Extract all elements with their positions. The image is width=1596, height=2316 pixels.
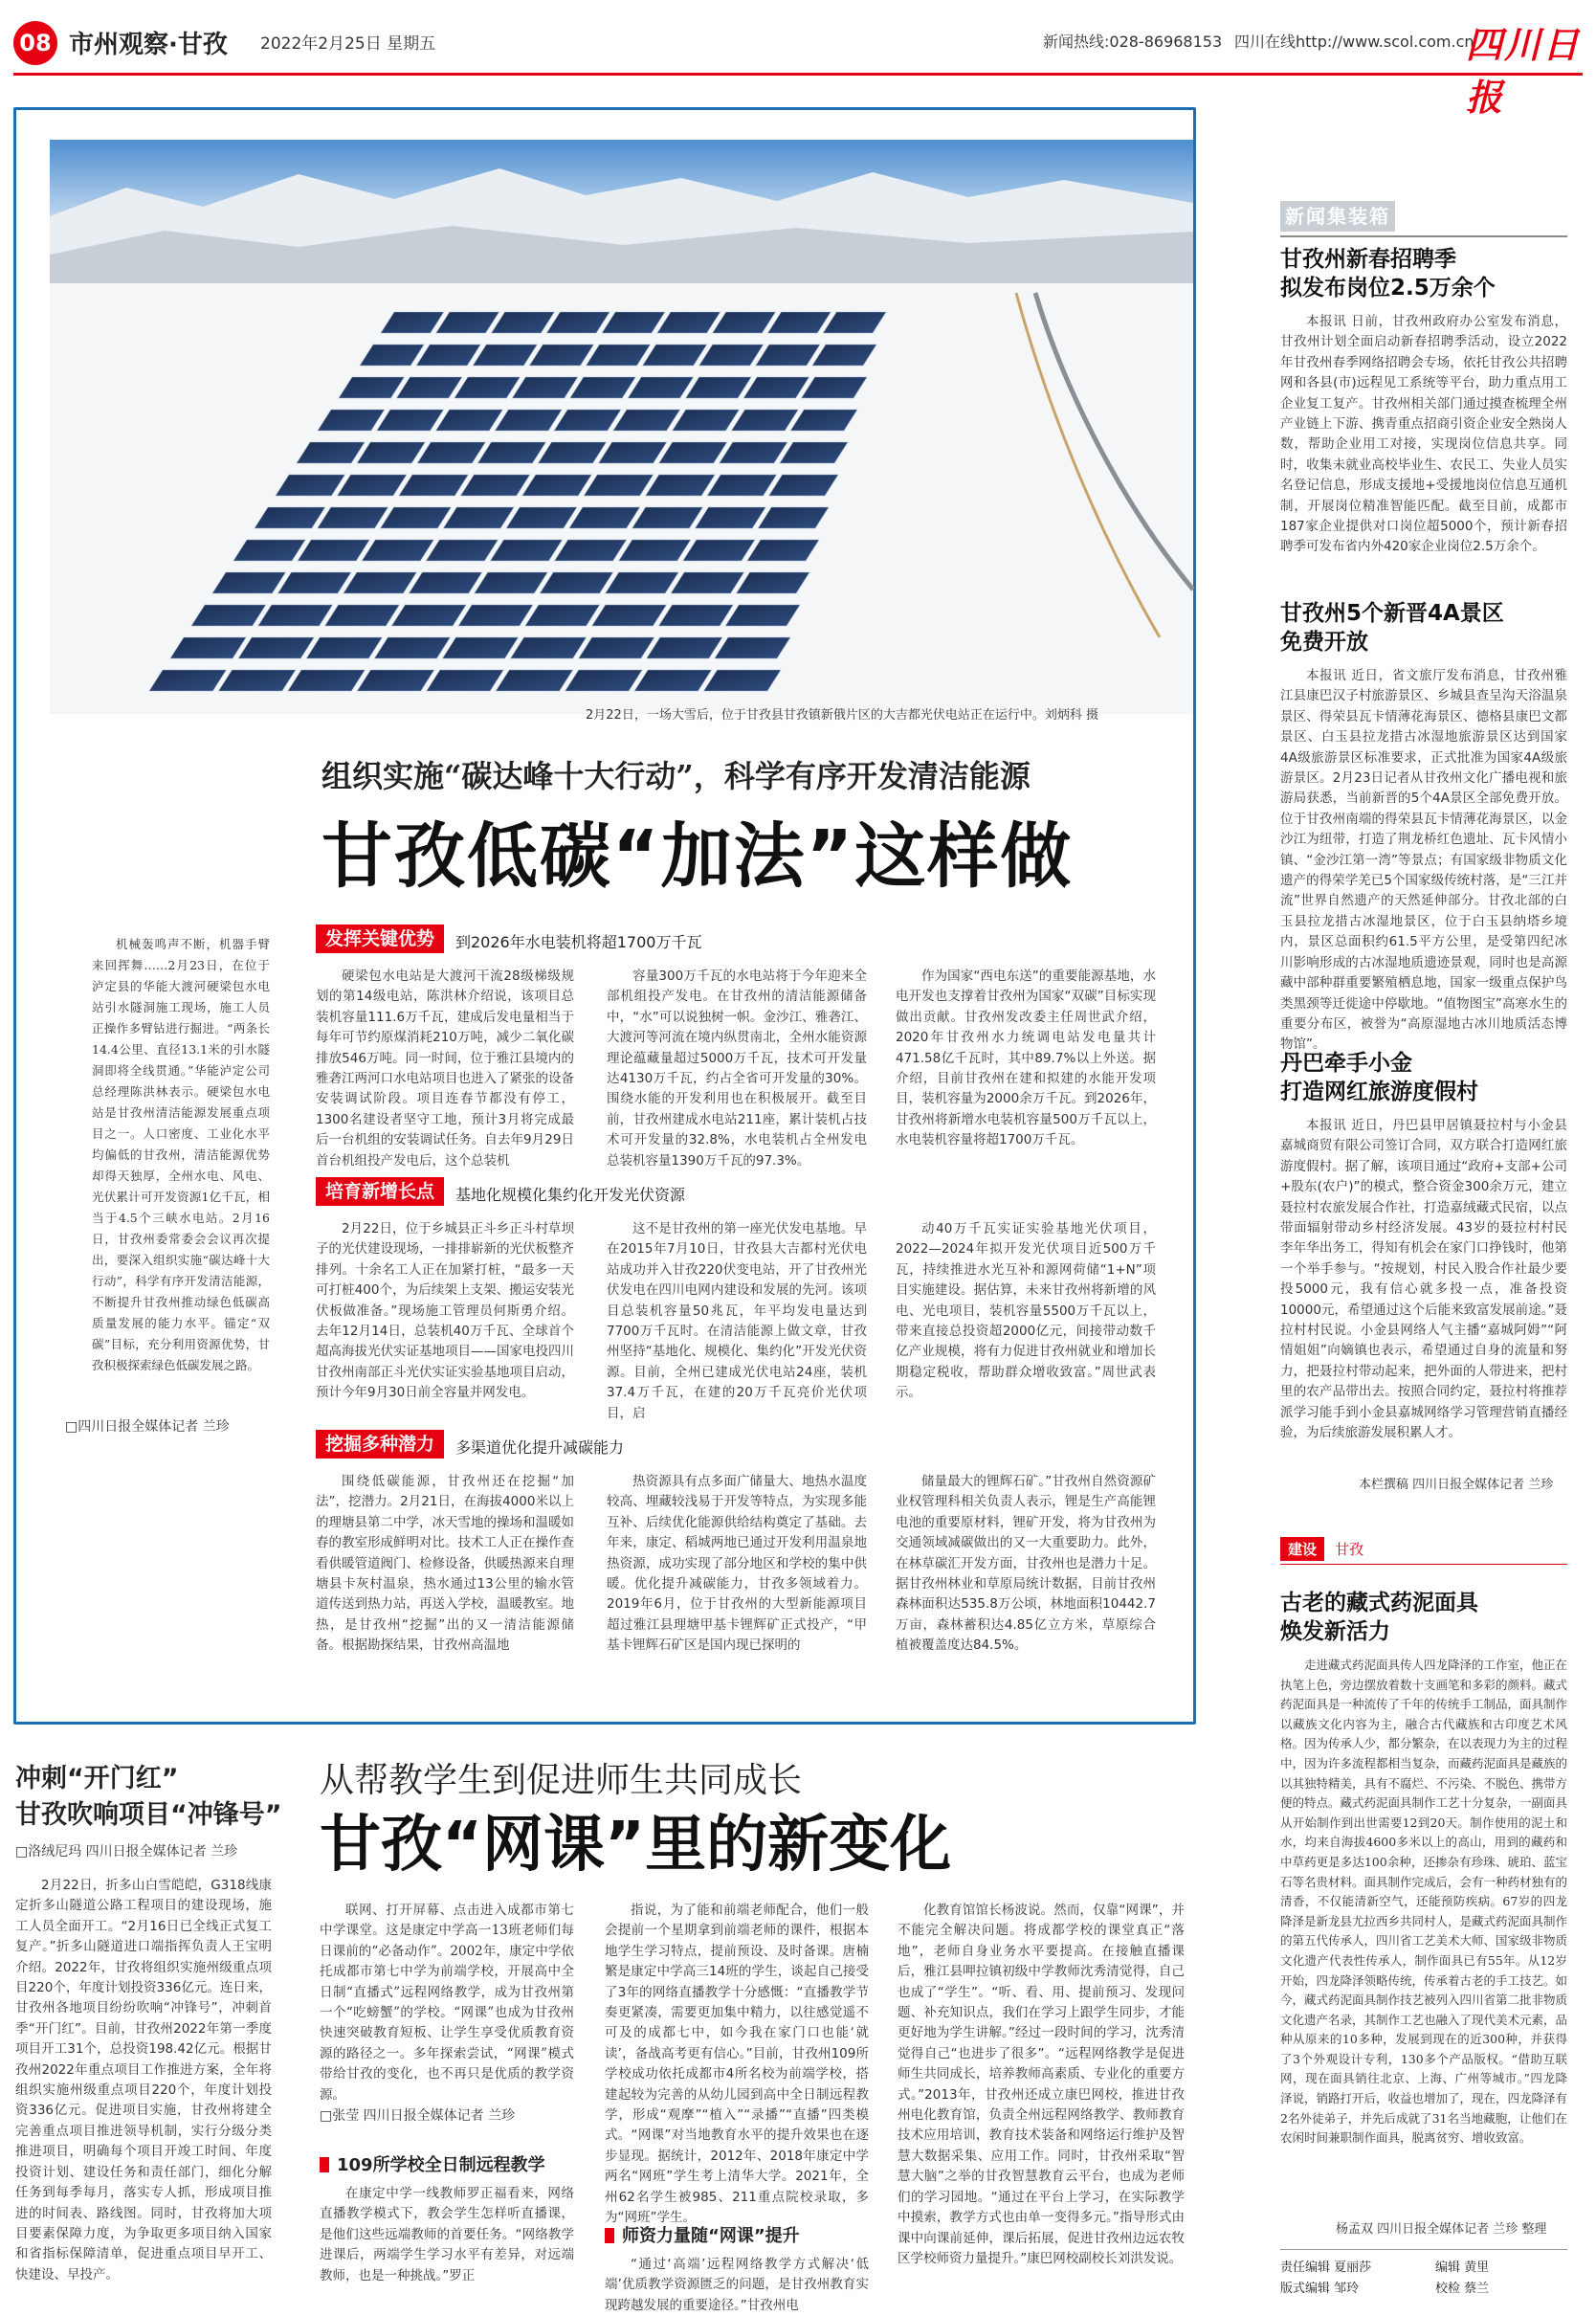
solar-panel — [634, 670, 711, 691]
solar-panel — [218, 670, 295, 691]
solar-farm-photo — [50, 140, 1193, 714]
construction-tag-label: 建设 — [1280, 1537, 1324, 1561]
footer-rule — [1280, 2249, 1567, 2250]
construction-tag-sub: 甘孜 — [1335, 1541, 1364, 1558]
footer-proofreader: 校检 蔡兰 — [1435, 2282, 1490, 2296]
solar-panel — [511, 637, 587, 658]
section3-col2: 热资源具有点多面广储量大、地热水温度较高、埋藏较浅易于开发等特点，为实现多能互补、后续优化能源供给结构奠定了基础。去年来，康定、稻城两地已通过开发利用温泉地热资源，成功实现了部分地区和学校的集中供暖。优化提升减碳能力，甘孜多领域着力。2019年6月，位于甘孜州的大型新能源项目超过雅江县理塘甲基卡锂辉矿正式投产，“甲基卡锂辉石矿区是国内现已探明的 — [607, 1474, 867, 1654]
story2-col3: 化教育馆馆长杨波说。然而，仅靠“网课”，并不能完全解决问题。将成都学校的课堂真正“落地”，老师自身业务水平要提高。在接触直播课后，雅江县呷拉镇初级中学教师沈秀清觉得，自己也成了“学生”。“听、看、用、提前预习、发现问题、补充知识点，我们在学习上跟学生同步，才能更好地为学生讲解。”经过一段时间的学习，沈秀清觉得自己“也进步了很多”。“远程网络教学是促进师生共同成长，培养教师高素质、专业化的重要方式。”2013年，甘孜州还成立康巴网校，推进甘孜州电化教育馆，负责全州远程网络教学、教师教育技术应用培训，教育技术装备和网络运行维护及智慧大数据采集、应用工作。同时，甘孜州采取“智慧大脑”之举的甘孜智慧教育云平台，也成为老师们的学习园地。“通过在平台上学习，在实际教学中摸索，教学方式也由单一变得多元。”指导形式由课中向课前延伸，课后拓展，促进甘孜州边远农牧区学校师资力量提升。”康巴网校副校长刘洪发说。 — [898, 1903, 1185, 2266]
story2-subhead1 — [320, 2151, 574, 2178]
newspaper-logo: 四川日报 — [1466, 24, 1582, 119]
right-story3-text: 本报讯 近日，丹巴县甲居镇聂拉村与小金县嘉城商贸有限公司签订合同，双方联合打造网红旅游度假村。据了解，该项目通过“政府+支部+公司+股东(农户)”的模式，整合资金300余万元，建立聂拉村农旅发展合作社，打造嘉绒藏式民宿，以点带面辐射带动乡村经济发展。43岁的聂拉村村民李年华出务工，得知有机会在家门口挣钱时，他第一个举手参与。“按规划，村民入股合作社最少要投5000元，我有信心就多投一点，准备投资10000元，希望通过这个后能来致富发展前途。”聂拉村村民说。小金县网络人气主播“嘉城阿姆”“阿情姐姐”向嫡镇也表示，希望通过自身的流量和努力，把聂拉村带动起来，把外面的人带进来，把村里的农产品带出去。按照合同约定，聂拉村将推荐派学习能手到小金县嘉城网络学习管理营销直播经验，为后续旅游发展积累人才。 — [1280, 1118, 1567, 1441]
solar-panel — [258, 605, 333, 626]
story2-subhead1-text: 109所学校全日制远程教学 — [337, 2155, 545, 2175]
solar-farm-illustration — [50, 140, 1193, 714]
right-story4-text: 走进藏式药泥面具传人四龙降泽的工作室，他正在执笔上色，旁边摆放着数十支画笔和多彩的颜料。藏式药泥面具是一种流传了千年的传统手工制品，面具制作以藏族文化内容为主，融合古代藏族和古印度艺术风格。因为传承人少，都分繁杂，在以表现力为主的过程中，因为许多流程都相当复杂，而藏药泥面具是藏族的以其独特精美，具有不腐烂、不污染、不脱色、携带方便的特点。藏式药泥面具制作工艺十分复杂，一副面具从开始制作到出世需要12到20天。制作使用的泥土和水，均来自海拔4600多米以上的高山，用到的藏药和中草药更是多达100余种，还掺杂有珍珠、琥珀、蓝宝石等名贵材料。面具制作完成后，会有一种药材独有的清香，不仅能清新空气，还能预防疾病。67岁的四龙降泽是新龙县尤拉西乡共同村人，是藏式药泥面具制作的第五代传承人，四川省工艺美术大师、国家级非物质文化遗产代表性传承人，制作面具已有55年。从12岁开始，四龙降泽领略传统，传承着古老的手工技艺。如今，藏式药泥面具制作技艺被列入四川省第二批非物质文化遗产名录，其制作工艺也融入了现代美术元素，品种从原来的10多种，发展到现在的近300种，并获得了3个外观设计专利，130多个产品版权。“借助互联网，现在面具销往北京、上海、广州等城市。”四龙降泽说，销路打开后，收益也增加了，现在，四龙降泽有2名外徒弟子，并先后成就了31名当地藏胞，让他们在农闲时间兼职制作面具，脱离贫穷、增收致富。 — [1280, 1658, 1568, 2146]
right-story2-title-line2: 免费开放 — [1280, 630, 1368, 655]
solar-panel — [704, 670, 781, 691]
section2-col1: 2月22日，位于乡城县正斗乡正斗村草坝子的光伏建设现场，一排排崭新的光伏板整齐排列。十余名工人正在加紧打桩，“最多一天可打桩400个，为后续架上支架、搬运安装光伏板做准备。”现场施工管理员何斯勇介绍。去年12月14日，总装机40万千瓦、全球首个超高海拔光伏实证基地项目——国家电投四川甘孜州南部正斗光伏实证实验基地项目启动，预计今年9月30日前全容量并网发电。 — [316, 1221, 574, 1401]
section1-tag: 发挥关键优势 — [316, 924, 444, 953]
right-story3-title-line1: 丹巴牵手小金 — [1280, 1051, 1412, 1076]
issue-date: 2022年2月25日 星期五 — [260, 34, 436, 54]
section3-col3: 储量最大的锂辉石矿。”甘孜州自然资源矿业权管理科相关负责人表示，锂是生产高能锂电池的重要原材料，锂矿开发，将为甘孜州为交通领域减碳做出的又一大重要助力。此外，在林草碳汇开发方面，甘孜州也是潜力十足。据甘孜州林业和草原局统计数据，目前甘孜州森林面积达535.8万公顷，林地面积10442.7万亩，森林蓄积达4.85亿立方米，草原综合植被覆盖度达84.5%。 — [896, 1474, 1156, 1654]
right-story2-text: 本报讯 近日，省文旅厅发布消息，甘孜州雅江县康巴汉子村旅游景区、乡城县查呈沟天浴温泉景区、得荣县瓦卡情薄花海景区、德格县康巴文都景区、白玉县拉龙措古冰湿地旅游景区达到国家4A级旅游景区标准要求，正式批准为国家4A级旅游景区。2月23日记者从甘孜州文化广播电视和旅游局获悉，当前新晋的5个4A景区全部免费开放。位于甘孜州南端的得荣县瓦卡情薄花海景区，以金沙江为纽带，打造了荆龙桥红色遗址、瓦卡风情小镇、“金沙江第一湾”等景点；有国家级非物质文化遗产的得荣学羌已5个国家级传统村落，是“三江并流”世界自然遗产的天然延伸部分。甘孜北部的白玉县拉龙措古冰湿地景区，位于白玉县纳塔乡境内，景区总面积约61.5平方公里，是受第四纪冰川影响形成的古冰湿地质遗迹景观，同时也是高源藏中部种群重要繁殖栖息地，国家一级重点保护鸟类黑颈等迁徙途中停歇地。“值物图宝”高寒水生的重要分布区，被誉为“高原湿地古冰川地质活态博物馆”。 — [1280, 668, 1567, 1053]
side-story-text: 2月22日，折多山白雪皑皑，G318线康定折多山隧道公路工程项目的建设现场，施工人员全面开工。“2月16日已全线正式复工复产。”折多山隧道进口端指挥负责人王宝明介绍。2022年，甘孜将组织实施州级重点项目220个，年度计划投资336亿元。连日来，甘孜州各地项目纷纷吹响“冲锋号”，冲刺首季“开门红”。目前，甘孜州2022年第一季度项目开工31个，总投资198.42亿元。根据甘孜州2022年重点项目工作推进方案，全年将组织实施州级重点项目220个，年度计划投资336亿元。促进项目实施，甘孜州将建全完善重点项目推进领导机制，实行分级分类推进项目，明确每个项目开竣工时间、年度投资计划、建设任务和责任部门，细化分解任务到每季每月，落实专人抓，形成项目推进的时间表、路线图。同时，甘孜将加大项目要素保障力度，为争取更多项目纳入国家和省指标保障清单，促进重点项目早开工、快建设、早投产。 — [15, 1878, 272, 2283]
lead-byline: □四川日报全媒体记者 兰珍 — [65, 1419, 230, 1435]
solar-panel — [725, 605, 800, 626]
section1-col1: 硬梁包水电站是大渡河干流28级梯级规划的第14级电站，陈洪林介绍说，该项目总装机容量111.6万千瓦，建成后发电量相当于每年可节约原煤消耗210万吨，减少二氧化碳排放546万吨。同一时间，位于雅江县境内的雅砻江两河口水电站项目也进入了紧张的设备安装调试阶段。项目连春节都没有停工，1300名建设者坚守工地，预计3月将完成最后一台机组的安装调试任务。自去年9月29日首台机组投产发电后，这个总装机 — [316, 969, 574, 1169]
red-bullet-icon — [605, 2228, 614, 2243]
story2-subhead2-text: 师资力量随“网课”提升 — [622, 2226, 800, 2246]
solar-panel — [170, 637, 246, 658]
solar-panel — [592, 605, 667, 626]
story2-byline: □张莹 四川日报全媒体记者 兰珍 — [320, 2108, 516, 2124]
solar-panel — [288, 670, 365, 691]
right-story4-byline: 杨孟双 四川日报全媒体记者 兰珍 整理 — [1336, 2222, 1547, 2237]
section2-col3: 动40万千瓦实证实验基地光伏项目，2022—2024年拟开发光伏项目近500万千瓦，持续推进水光互补和源网荷储“1+N”项目实施建设。据估算，未来甘孜州将新增的风电、光电项目，装机容量5500万千瓦以上，带来直接总投资超2000亿元，间接带动数千亿产业规模，将有力促进甘孜州就业和增加长期稳定税收，帮助群众增收致富。”周世武表示。 — [896, 1221, 1156, 1401]
right-story2-title-line1: 甘孜州5个新晋4A景区 — [1280, 601, 1504, 626]
news-container-logo-text: 新闻集装箱 — [1285, 205, 1390, 228]
right-story3-title-line2: 打造网红旅游度假村 — [1280, 1080, 1478, 1104]
construction-tag-rule — [1280, 1564, 1567, 1565]
section2-col2: 这不是甘孜州的第一座光伏发电基地。早在2015年7月10日，甘孜县大吉都村光伏电站成功并入甘孜220伏变电站，开了甘孜州光伏发电在四川电网内建设和发展的先河。该项目总装机容量50兆瓦，年平均发电量达到7700万千瓦时。在清洁能源上做文章，甘孜州坚持“基地化、规模化、集约化”开发光伏资源。目前，全州已建成光伏电站24座，装机37.4万千瓦，在建的20万千瓦亮价光伏项目，启 — [607, 1221, 867, 1421]
solar-panel — [565, 670, 642, 691]
story2-col1: 联网、打开屏幕、点击进入成都市第七中学课堂。这是康定中学高一13班老师们每日课前的“必备动作”。2002年，康定中学依托成都市第七中学为前端学校，开展高中全日制“直播式”远程网络教学，成为甘孜州第一个“吃螃蟹”的学校。“网课”也成为甘孜州快速突破教育短板、让学生享受优质教育资源的路径之一。多年探索尝试，“网课”模式带给甘孜的变化，也不再只是优质的教学资源。 — [320, 1903, 574, 2103]
section2-tag: 培育新增长点 — [316, 1177, 444, 1206]
construction-tag — [1280, 1537, 1567, 1566]
main-headline: 甘孜低碳“加法”这样做 — [321, 815, 1074, 898]
solar-panel — [357, 670, 433, 691]
section2-note: 基地化规模化集约化开发光伏资源 — [455, 1186, 686, 1204]
side-story-byline: □洛绒尼玛 四川日报全媒体记者 兰珍 — [15, 1844, 238, 1859]
section1-col2: 容量300万千瓦的水电站将于今年迎来全部机组投产发电。在甘孜州的清洁能源储备中，“水”可以说独树一帜。金沙江、雅砻江、大渡河等河流在境内纵贯南北，全州水能资源理论蕴藏量超过5000万千瓦，技术可开发量达4130万千瓦，约占全省可开发量的30%。围绕水能的开发利用也在积极展开。截至目前，甘孜州建成水电站211座，累计装机占技术可开发量的32.8%，水电装机占全州发电总装机容量1390万千瓦的97.3%。 — [607, 969, 867, 1169]
solar-panel — [496, 670, 572, 691]
story2-headline: 甘孜“网课”里的新变化 — [320, 1810, 952, 1881]
header-rule — [13, 73, 1583, 76]
story2-sub-headline: 从帮教学生到促进师生共同成长 — [320, 1761, 803, 1800]
section3-note: 多渠道优化提升减碳能力 — [455, 1438, 625, 1457]
story2-subhead1-text-body: 在康定中学一线教师罗正福看来，网络直播教学模式下，教会学生怎样听直播课，是他们这些远端教师的首要任务。“网络教学进课后，两端学生学习水平有差异，对远端教师，也是一种挑战。”罗正 — [320, 2186, 574, 2283]
right-story1-title-line1: 甘孜州新春招聘季 — [1280, 247, 1456, 272]
footer-editor: 责任编辑 夏丽莎 — [1280, 2260, 1372, 2275]
lead-paragraph: 机械轰鸣声不断，机器手臂来回挥舞……2月23日，在位于泸定县的华能大渡河硬梁包水电站引水隧洞施工现场，施工人员正操作多臂钻进行掘进。“两条长14.4公里、直径13.1米的引水隧洞即将全线贯通。”华能泸定公司总经理陈洪林表示。硬梁包水电站是甘孜州清洁能源发展重点项目之一。人口密度、工业化水平均偏低的甘孜州，清洁能源优势却得天独厚，全州水电、风电、光伏累计可开发资源1亿千瓦，相当于4.5个三峡水电站。2月16日，甘孜州委常委会会议再次提出，要深入组织实施“碳达峰十大行动”，科学有序开发清洁能源，不断提升甘孜州推动绿色低碳高质量发展的能力水平。锚定“双碳”目标，充分利用资源优势，甘孜积极探索绿色低碳发展之路。 — [92, 937, 270, 1372]
news-container-logo — [1280, 201, 1395, 232]
news-hotline: 新闻热线:028-86968153 — [1043, 33, 1223, 51]
solar-panel — [191, 605, 266, 626]
story2-col2: 指说，为了能和前端老师配合，他们一般会提前一个星期拿到前端老师的课件，根据本地学生学习特点，提前预设、及时备课。唐楠繁是康定中学高三14班的学生，谈起自己接受了3年的网络直播教学十分感慨：“直播教学节奏更紧凑，需要更加集中精力，以往感觉遥不可及的成都七中，如今我在家门口也能‘就读’，备战高考更有信心。”目前，甘孜州109所学校成功依托成都市4所名校为前端学校，搭建起较为完善的从幼儿园到高中全日制远程教学，形成“观摩”“植入”“录播”“直播”四类模式。“网课”对当地教育水平的提升效果也在逐步显现。据统计，2012年、2018年康定中学两名“网班”学生考上清华大学。2021年，全州62名学生被985、211重点院校录取，多为“网班”学生。 — [605, 1903, 869, 2226]
solar-panel — [325, 605, 400, 626]
solar-panel — [442, 637, 518, 658]
solar-panel — [647, 637, 722, 658]
right-rule — [1280, 235, 1567, 237]
photo-caption: 2月22日，一场大雪后，位于甘孜县甘孜镇新俄片区的大吉都光伏电站正在运行中。刘炳科 摄 — [586, 708, 1098, 723]
solar-panel — [427, 670, 503, 691]
right-story1-text: 本报讯 日前，甘孜州政府办公室发布消息，甘孜州计划全面启动新春招聘季活动，设立2022年甘孜州春季网络招聘会专场，依托甘孜公共招聘网和各县(市)远程见工系统等平台，助力重点用工企业复工复产。甘孜州相关部门通过摸查梳理全州产业链上下游、携青重点招商引资企业安全熟岗人数，帮助企业用工对接，实现岗位信息共享。同时，收集未就业高校毕业生、农民工、失业人员实名登记信息，形成支援地+受援地岗位信息互通机制，开展岗位精准智能匹配。截至目前，成都市187家企业提供对口岗位超5000个，预计新春招聘季可发布省内外420家企业岗位2.5万余个。 — [1280, 314, 1567, 555]
right-story4-title-line1: 古老的藏式药泥面具 — [1280, 1591, 1478, 1615]
solar-panel — [306, 637, 382, 658]
solar-panel — [658, 605, 733, 626]
footer-copy-editor: 编辑 黄里 — [1435, 2260, 1490, 2275]
right-story1-title-line2: 拟发布岗位2.5万余个 — [1280, 276, 1496, 301]
solar-panel — [525, 605, 600, 626]
story2-subhead2 — [605, 2222, 869, 2249]
right-story4-title-line2: 焕发新活力 — [1280, 1619, 1390, 1644]
footer-layout-editor: 版式编辑 邹玲 — [1280, 2282, 1360, 2296]
solar-panel — [374, 637, 450, 658]
section1-col3: 作为国家“西电东送”的重要能源基地，水电开发也支撑着甘孜州为国家“双碳”目标实现做出贡献。甘孜州发改委主任周世武介绍，2020年甘孜州水力统调电站发电量共计471.58亿千瓦时，其中89.7%以上外送。据介绍，目前甘孜州在建和拟建的水能开发项目，装机容量为2000余万千瓦。到2026年，甘孜州将新增水电装机容量500万千瓦以上，水电装机容量将超1700万千瓦。 — [896, 969, 1156, 1148]
main-sub-headline: 组织实施“碳达峰十大行动”，科学有序开发清洁能源 — [321, 758, 1031, 794]
side-story-title-line1: 冲刺“开门红” — [15, 1764, 179, 1793]
solar-panel — [715, 637, 790, 658]
solar-panel — [238, 637, 314, 658]
online-url[interactable]: 四川在线http://www.scol.com.cn — [1234, 33, 1474, 51]
red-bullet-icon — [320, 2157, 329, 2172]
solar-panel — [458, 605, 533, 626]
section1-note: 到2026年水电装机将超1700万千瓦 — [455, 933, 702, 951]
section3-col1: 围绕低碳能源，甘孜州还在挖掘“加法”，挖潜力。2月21日，在海拔4000米以上的理塘县第二中学，冰天雪地的操场和温暖如春的教室形成鲜明对比。技术工人正在操作查看供暖管道阀门、检修设备，供暖热源来自理塘县卡灰村温泉，热水通过13公里的输水管道传送到热力站，再送入学校，温暖教室。地热，是甘孜州“挖掘”出的又一清洁能源储备。根据勘探结果，甘孜州高温地 — [316, 1474, 574, 1654]
solar-panel — [579, 637, 654, 658]
page-number-badge: 08 — [13, 21, 57, 65]
solar-panel — [391, 605, 466, 626]
right-story3-byline: 本栏撰稿 四川日报全媒体记者 兰珍 — [1359, 1478, 1554, 1492]
side-story-title-line2: 甘孜吹响项目“冲锋号” — [15, 1800, 282, 1830]
section-title: 市州观察·甘孜 — [69, 31, 228, 59]
story2-subhead2-text-body: “通过‘高端’远程网络教学方式解决‘低端’优质教学资源匮乏的问题，是甘孜州教育实现跨越发展的重要途径。”甘孜州电 — [605, 2257, 869, 2313]
solar-panel — [149, 670, 226, 691]
section3-tag: 挖掘多种潜力 — [316, 1430, 444, 1459]
